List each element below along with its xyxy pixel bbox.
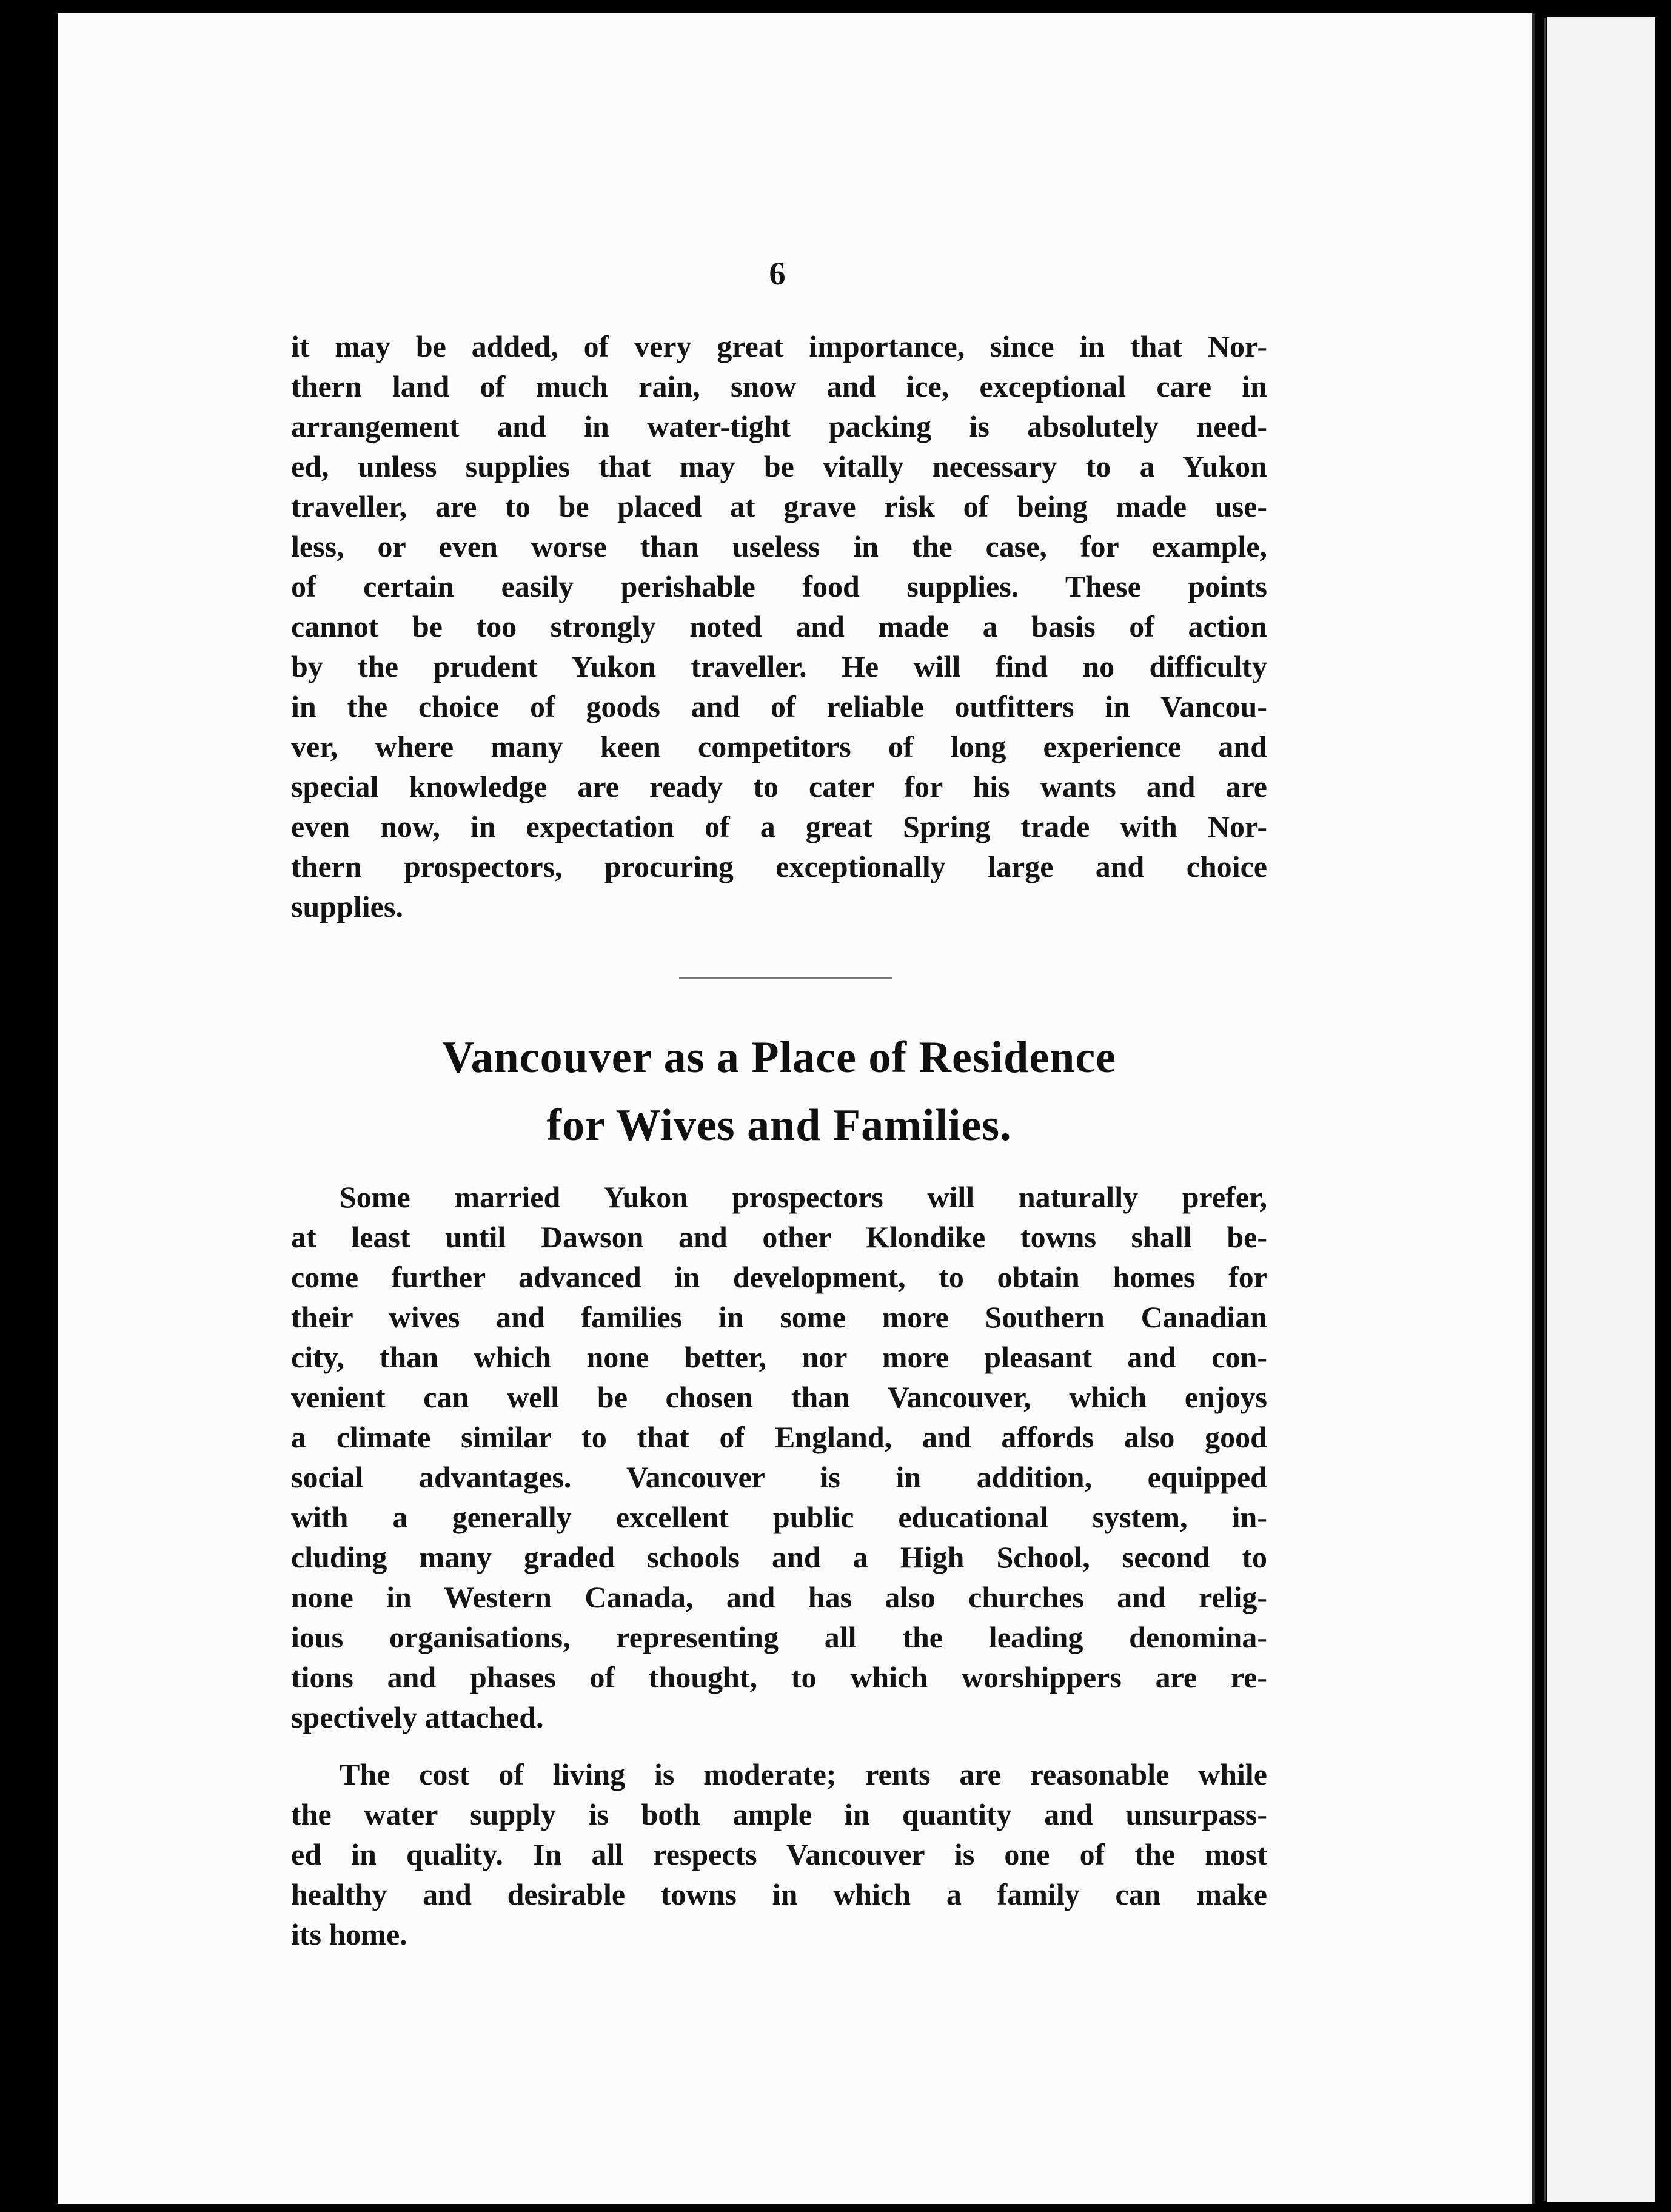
text-line: even now, in expectation of a great Spring trade with Nor- (291, 809, 1267, 843)
cost-of-living-paragraph (291, 1754, 1267, 1954)
text-line: in the choice of goods and of reliable outfitters in Vancou- (291, 689, 1267, 723)
heading-line: for Wives and Families. (546, 1101, 1012, 1150)
section-divider (679, 977, 892, 979)
text-line: it may be added, of very great importance, since in that Nor- (291, 329, 1267, 363)
text-line: traveller, are to be placed at grave risk of being made use- (291, 489, 1267, 523)
text-line: Some married Yukon prospectors will naturally prefer, (340, 1180, 1267, 1214)
text-line: a climate similar to that of England, and affords also good (291, 1420, 1267, 1454)
text-line: at least until Dawson and other Klondike towns shall be- (291, 1220, 1267, 1254)
residence-paragraph (291, 1177, 1267, 1737)
text-line: special knowledge are ready to cater for his wants and are (291, 769, 1267, 803)
page-gutter-edge (1544, 18, 1546, 2201)
text-line: by the prudent Yukon traveller. He will find no difficulty (291, 649, 1267, 683)
next-page-edge (1547, 17, 1655, 2202)
text-line: ver, where many keen competitors of long experience and (291, 729, 1267, 763)
text-line: come further advanced in development, to obtain homes for (291, 1260, 1267, 1294)
text-line: less, or even worse than useless in the case, for example, (291, 529, 1267, 563)
outfitting-paragraph (291, 326, 1267, 927)
text-line: supplies. (291, 890, 403, 923)
text-line: none in Western Canada, and has also churches and relig- (291, 1580, 1267, 1614)
text-line: arrangement and in water-tight packing is absolutely need- (291, 409, 1267, 443)
text-line: ed, unless supplies that may be vitally necessary to a Yukon (291, 449, 1267, 483)
text-line: cannot be too strongly noted and made a basis of action (291, 609, 1267, 643)
text-line: cluding many graded schools and a High School, second to (291, 1540, 1267, 1574)
text-line: its home. (291, 1917, 407, 1951)
section-heading (291, 1024, 1267, 1159)
text-line: with a generally excellent public educational system, in- (291, 1500, 1267, 1534)
text-line: thern land of much rain, snow and ice, exceptional care in (291, 369, 1267, 403)
text-line: city, than which none better, nor more pleasant and con- (291, 1340, 1267, 1374)
text-line: the water supply is both ample in quantity and unsurpass- (291, 1797, 1267, 1831)
text-line: thern prospectors, procuring exceptionally large and choice (291, 850, 1267, 883)
text-line: tions and phases of thought, to which worshippers are re- (291, 1660, 1267, 1694)
text-line: spectively attached. (291, 1700, 544, 1734)
text-line: venient can well be chosen than Vancouver, which enjoys (291, 1380, 1267, 1414)
heading-line: Vancouver as a Place of Residence (441, 1033, 1117, 1082)
text-line: healthy and desirable towns in which a family can make (291, 1877, 1267, 1911)
text-line: ed in quality. In all respects Vancouver is one of the most (291, 1837, 1267, 1871)
text-line: their wives and families in some more Southern Canadian (291, 1300, 1267, 1334)
text-line: ious organisations, representing all the leading denomina- (291, 1620, 1267, 1654)
text-line: The cost of living is moderate; rents are reasonable while (340, 1757, 1267, 1791)
text-line: of certain easily perishable food supplies. These points (291, 569, 1267, 603)
page-number: 6 (769, 255, 786, 292)
text-line: social advantages. Vancouver is in addition, equipped (291, 1460, 1267, 1494)
